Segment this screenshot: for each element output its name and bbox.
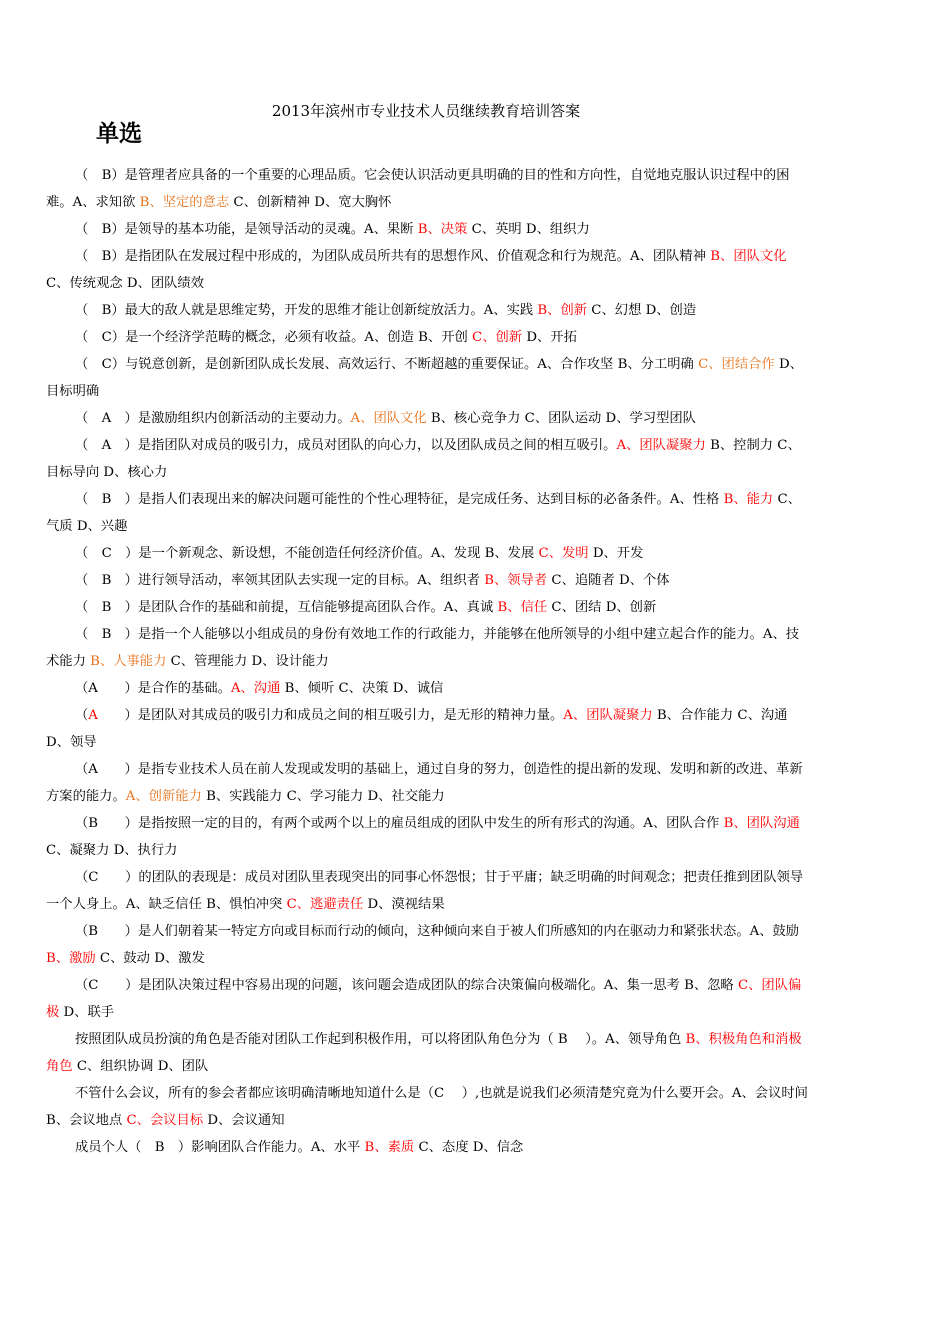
question-text: D、开发	[588, 546, 644, 561]
question-text: C、气质 D、兴趣	[46, 492, 801, 534]
question-item	[46, 675, 810, 702]
question-text: （B ）是人们朝着某一特定方向或目标而行动的倾向，这种倾向来自于被人们所感知的内在驱动力和紧张状态。A、鼓励	[75, 924, 800, 939]
answer-highlight: B、决策	[417, 222, 468, 237]
question-text: D、开拓	[522, 330, 577, 345]
question-text: C、鼓动 D、激发	[95, 951, 205, 966]
question-item	[46, 162, 810, 216]
question-item	[46, 297, 810, 324]
question-item	[46, 621, 810, 675]
answer-highlight: A、团队文化	[350, 411, 427, 426]
section-heading: 单选	[96, 121, 142, 147]
answer-highlight: B、人事能力	[90, 654, 167, 669]
question-text: C、创新精神 D、宽大胸怀	[229, 195, 392, 210]
answer-highlight: C、会议目标	[126, 1113, 204, 1128]
question-item	[46, 540, 810, 567]
answer-highlight: B、团队沟通	[723, 816, 800, 831]
question-text: C、传统观念 D、团队绩效	[46, 276, 205, 291]
question-item	[46, 432, 810, 486]
answer-highlight: B、信任	[497, 600, 548, 615]
answer-highlight: B、素质	[364, 1140, 415, 1155]
question-text: （C ）的团队的表现是：成员对团队里表现突出的同事心怀怨恨；甘于平庸；缺乏明确的时间观念；把责任推到团队领导一个人身上。A、缺乏信任 B、惧怕冲突	[46, 870, 804, 912]
question-text: （ C）与锐意创新，是创新团队成长发展、高效运行、不断超越的重要保证。A、合作攻坚 B、分工明确	[75, 357, 699, 372]
question-text: 成员个人（ B ）影响团队合作能力。A、水平	[75, 1140, 365, 1155]
answer-highlight: A	[88, 708, 98, 723]
question-text: B、实践能力 C、学习能力 D、社交能力	[201, 789, 445, 804]
question-text: （ B ）是指人们表现出来的解决问题可能性的个性心理特征，是完成任务、达到目标的必备条件。A、性格	[75, 492, 724, 507]
question-item	[46, 1026, 810, 1080]
question-text: D、漠视结果	[363, 897, 445, 912]
answer-highlight: A、团队凝聚力	[563, 708, 653, 723]
answer-highlight: B、团队文化	[710, 249, 787, 264]
question-text: （B ）是指按照一定的目的，有两个或两个以上的雇员组成的团队中发生的所有形式的沟通。A、团队合作	[75, 816, 724, 831]
question-item	[46, 864, 810, 918]
question-text: （ A ）是激励组织内创新活动的主要动力。	[75, 411, 351, 426]
answer-highlight: C、团结合作	[698, 357, 775, 372]
question-text: 按照团队成员扮演的角色是否能对团队工作起到积极作用，可以将团队角色分为（ B ）。A、领导角色	[75, 1032, 686, 1047]
question-item	[46, 594, 810, 621]
answer-highlight: B、创新	[537, 303, 588, 318]
question-text: （ B）是指团队在发展过程中形成的，为团队成员所共有的思想作风、价值观念和行为规范。A、团队精神	[75, 249, 711, 264]
question-item	[46, 486, 810, 540]
answer-highlight: C、创新	[472, 330, 523, 345]
question-item	[46, 324, 810, 351]
question-text: （ A ）是指团队对成员的吸引力，成员对团队的向心力，以及团队成员之间的相互吸引。	[75, 438, 617, 453]
question-text: 不管什么会议，所有的参会者都应该明确清晰地知道什么是（C ）,也就是说我们必须清楚究竟为什么要开会。A、会议时间 B、会议地点	[46, 1086, 808, 1128]
question-text: （ B）是领导的基本功能，是领导活动的灵魂。A、果断	[75, 222, 418, 237]
question-text: C、凝聚力 D、执行力	[46, 843, 178, 858]
question-item	[46, 243, 810, 297]
answer-highlight: C、发明	[538, 546, 589, 561]
question-item	[46, 810, 810, 864]
question-item	[46, 972, 810, 1026]
question-text: （A ）是合作的基础。	[75, 681, 231, 696]
question-text: （ B ）进行领导活动，率领其团队去实现一定的目标。A、组织者	[75, 573, 485, 588]
question-text: （	[75, 708, 89, 723]
question-text: （ B ）是指一个人能够以小组成员的身份有效地工作的行政能力，并能够在他所领导的小组中建立起合作的能力。A、技术能力	[46, 627, 800, 669]
question-text: B、核心竞争力 C、团队运动 D、学习型团队	[426, 411, 696, 426]
document-title: 2013年滨州市专业技术人员继续教育培训答案	[271, 102, 581, 120]
question-text: （ B）是管理者应具备的一个重要的心理品质。它会使认识活动更具明确的目的性和方向性，自觉地克服认识过程中的困难。A、求知欲	[46, 168, 790, 210]
question-text: C、幻想 D、创造	[587, 303, 697, 318]
question-text: B、合作能力 C、沟通 D、领导	[46, 708, 788, 750]
question-text: （ B ）是团队合作的基础和前提，互信能够提高团队合作。A、真诚	[75, 600, 498, 615]
question-item	[46, 567, 810, 594]
answer-highlight: B、激励	[46, 951, 96, 966]
question-item	[46, 1134, 810, 1161]
question-text: （ C）是一个经济学范畴的概念，必须有收益。A、创造 B、开创	[75, 330, 473, 345]
question-text: C、英明 D、组织力	[467, 222, 590, 237]
question-text: B、控制力 C、目标导向 D、核心力	[46, 438, 801, 480]
question-text: （ C ）是一个新观念、新设想，不能创造任何经济价值。A、发现 B、发展	[75, 546, 539, 561]
answer-highlight: A、创新能力	[125, 789, 202, 804]
question-text: C、态度 D、信念	[414, 1140, 524, 1155]
answer-highlight: B、积极角色和消极角色	[46, 1032, 802, 1074]
question-text: C、追随者 D、个体	[547, 573, 670, 588]
question-text: B、倾听 C、决策 D、诚信	[280, 681, 444, 696]
answer-highlight: B、坚定的意志	[139, 195, 230, 210]
question-item	[46, 405, 810, 432]
question-text: C、管理能力 D、设计能力	[166, 654, 329, 669]
answer-highlight: A、团队凝聚力	[616, 438, 706, 453]
question-text: D、会议通知	[203, 1113, 285, 1128]
question-item	[46, 351, 810, 405]
question-item	[46, 918, 810, 972]
question-item	[46, 756, 810, 810]
question-text: （ B）最大的敌人就是思维定势，开发的思维才能让创新绽放活力。A、实践	[75, 303, 538, 318]
answer-highlight: C、逃避责任	[286, 897, 364, 912]
question-text: ）是团队对其成员的吸引力和成员之间的相互吸引力，是无形的精神力量。	[97, 708, 564, 723]
answer-highlight: C、团队偏极	[46, 978, 802, 1020]
question-text: C、团结 D、创新	[547, 600, 657, 615]
question-item	[46, 1080, 810, 1134]
question-text: D、联手	[59, 1005, 115, 1020]
question-text: （A ）是指专业技术人员在前人发现或发明的基础上，通过自身的努力，创造性的提出新的发现、发明和新的改进、革新方案的能力。	[46, 762, 803, 804]
answer-highlight: B、领导者	[484, 573, 548, 588]
question-text: （C ）是团队决策过程中容易出现的问题，该问题会造成团队的综合决策偏向极端化。A、集一思考 B、忽略	[75, 978, 738, 993]
question-item	[46, 216, 810, 243]
question-text: C、组织协调 D、团队	[72, 1059, 209, 1074]
answer-highlight: B、能力	[723, 492, 774, 507]
question-list	[46, 162, 810, 1161]
answer-highlight: A、沟通	[230, 681, 281, 696]
question-text: D、目标明确	[46, 357, 803, 399]
question-item	[46, 702, 810, 756]
